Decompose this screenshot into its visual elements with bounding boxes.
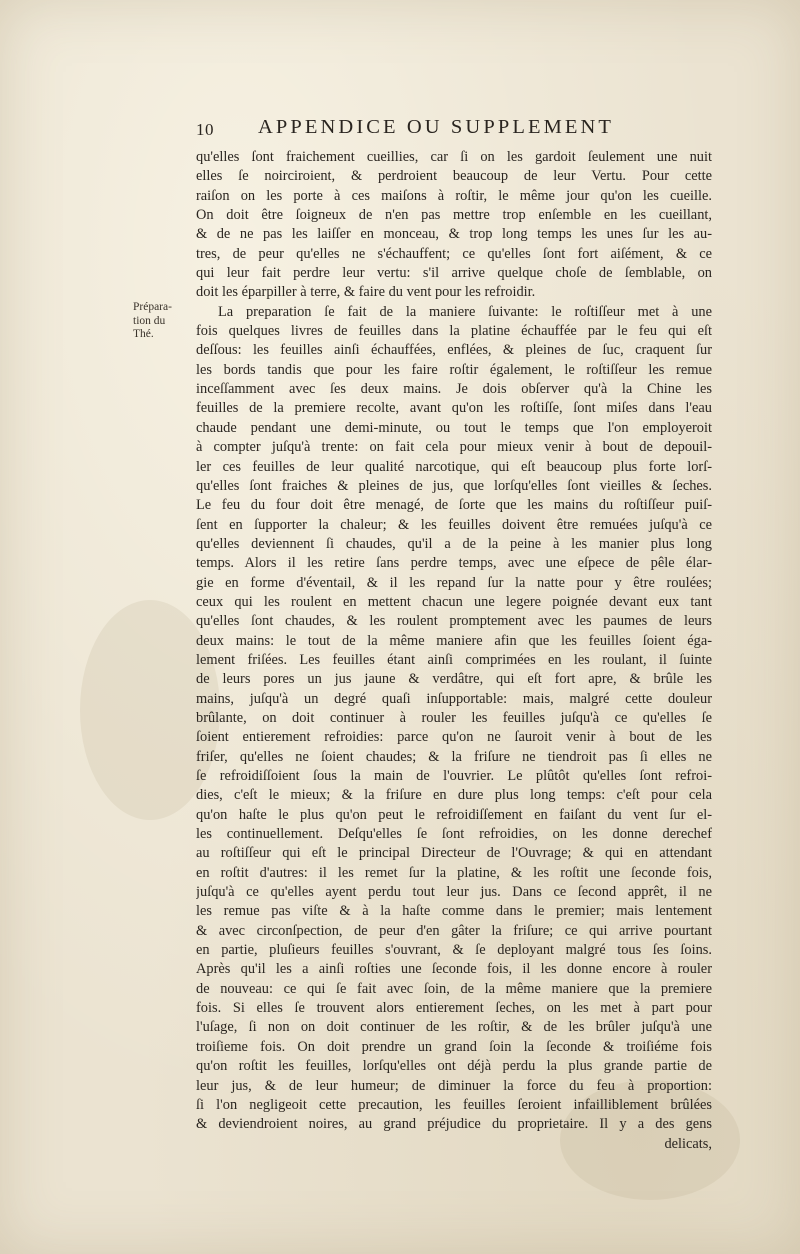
text-line: & deviendroient noires, au grand préjudice du proprietaire. Il y a des gens — [196, 1116, 712, 1133]
text-line: troiſieme fois. On doit prendre un grand ſoin la ſeconde & troiſiéme fois — [196, 1038, 712, 1055]
text-line: raiſon on les porte à ces maiſons à roſtir, le même jour qu'on les cueille. — [196, 187, 712, 204]
text-line: l'uſage, ſi non on doit continuer de les roſtir, & de les brûler juſqu'à une — [196, 1019, 712, 1036]
text-line: & avec circonſpection, de peur d'en gâter la friſure; ce qui arrive pourtant — [196, 922, 712, 939]
text-line: ſe refroidiſſoient ſous la main de l'ouvrier. Le plûtôt qu'elles ſont refroi- — [196, 768, 712, 784]
text-line: Après qu'il les a ainſi roſties une ſeconde fois, il les donne encore à rouler — [196, 961, 712, 978]
text-line: friſer, qu'elles ne ſoient chaudes; & la friſure ne tiendroit pas ſi elles ne — [196, 748, 712, 765]
running-title: APPENDICE OU SUPPLEMENT — [258, 116, 615, 138]
text-line: qu'on roſtit les feuilles, lorſqu'elles ont déjà perdu la plus grande partie de — [196, 1058, 712, 1075]
body-text — [196, 148, 712, 1154]
text-line: temps. Alors il les retire ſans perdre temps, avec une eſpece de pêle élar- — [196, 555, 712, 572]
text-line: La preparation ſe fait de la maniere ſuivante: le roſtiſſeur met à une — [218, 303, 712, 320]
margin-note-line: tion du — [133, 314, 166, 327]
margin-note — [133, 301, 185, 342]
text-line: à compter juſqu'à trente: on fait cela pour mieux venir à bout de depouil- — [196, 439, 712, 456]
text-line: ſent en ſupporter la chaleur; & les feuilles doivent être remuées juſqu'à ce — [196, 516, 712, 533]
text-line: brûlante, on doit continuer à rouler les feuilles juſqu'à ce qu'elles ſe — [196, 709, 712, 726]
text-line: leur jus, & de leur humeur; de diminuer la force du feu à proportion: — [196, 1077, 712, 1094]
text-line: ler ces feuilles de leur qualité narcotique, qui eſt beaucoup plus forte lorſ- — [196, 458, 712, 475]
text-line: qui leur fait perdre leur vertu: s'il arrive quelque choſe de ſemblable, on — [196, 265, 712, 282]
text-line: les bords tandis que pour les faire roſtir également, le roſtiſſeur les remue — [196, 361, 712, 378]
text-line: elles ſe noirciroient, & perdroient beaucoup de leur Vertu. Pour cette — [196, 168, 712, 185]
text-line: On doit être ſoigneux de n'en pas mettre trop enſemble en les cueillant, — [196, 207, 712, 224]
text-line: de nouveau: ce qui ſe fait avec ſoin, de la même maniere que la premiere — [196, 980, 712, 997]
text-line: qu'elles deviennent ſi chaudes, qu'il a de la peine à les manier plus long — [196, 535, 712, 552]
text-line: doit les éparpiller à terre, & faire du vent pour les refroidir. — [196, 284, 536, 301]
text-line: chaude pendant une demi-minute, ou tout le temps que l'on employeroit — [196, 419, 712, 436]
text-line: qu'elles ſont chaudes, & les roulent promptement avec les paumes de leurs — [196, 613, 712, 630]
text-line: juſqu'à ce qu'elles ayent perdu tout leur jus. Dans ce ſecond apprêt, il ne — [196, 884, 712, 901]
text-line: fois. Si elles ſe trouvent alors entierement ſeches, on les met à part pour — [196, 1000, 712, 1017]
page-number: 10 — [196, 120, 214, 139]
text-line: en partie, pluſieurs feuilles s'ouvrant, & ſe deployant malgré tous ſes ſoins. — [196, 942, 712, 959]
text-line: qu'elles ſont fraiches & pleines de jus, que lorſqu'elles ſont vieilles & ſeches. — [196, 477, 712, 494]
text-line: Le feu du four doit être menagé, de ſorte que les mains du roſtiſſeur puiſ- — [196, 497, 712, 514]
text-line: de leurs pores un jus jaune & verdâtre, qui eſt fort apre, & brûle les — [196, 671, 712, 688]
text-line: lement friſées. Les feuilles étant ainſi comprimées en les roulant, il ſuinte — [196, 651, 712, 668]
text-line: gie en forme d'éventail, & il les repand ſur la natte pour y être roulées; — [196, 574, 712, 591]
text-line: ceux qui les roulent en mettent chacun une legere poignée devant eux tant — [196, 593, 712, 610]
text-line: deux mains: le tout de la même maniere afin que les feuilles ſoient éga- — [196, 632, 712, 649]
text-line: ſi l'on negligeoit cette precaution, les feuilles ſeroient infailliblement brûlées — [196, 1096, 712, 1113]
text-line: les continuellement. Deſqu'elles ſe ſont refroidies, on les donne derechef — [196, 826, 712, 843]
margin-note-line: Thé. — [133, 328, 154, 340]
margin-note-line: Prépara- — [133, 301, 172, 313]
catchword: delicats, — [664, 1135, 712, 1152]
text-line: mains, juſqu'à un degré quaſi inſupportable: mais, malgré cette douleur — [196, 690, 712, 707]
text-line: fois quelques livres de feuilles dans la platine échauffée par le feu qui eſt — [196, 323, 712, 340]
text-line: au roſtiſſeur qui eſt le principal Directeur de l'Ouvrage; & qui en attendant — [196, 845, 712, 862]
text-line: deſſous: les feuilles ainſi échauffées, enflées, & pleines de ſuc, craquent ſur — [196, 342, 712, 359]
text-line: en roſtit d'autres: il les remet ſur la platine, & les roſtit une ſeconde fois, — [196, 864, 712, 881]
text-line: ſoient entierement refroidies: parce qu'on ne ſauroit venir à bout de les — [196, 729, 712, 746]
text-line: inceſſamment avec ſes deux mains. Je dois obſerver qu'à la Chine les — [196, 381, 712, 398]
text-line: qu'on haſte le plus qu'on peut le refroidiſſement en faiſant du vent ſur el- — [196, 806, 712, 823]
text-line: dies, c'eſt le mieux; & la friſure en dure plus long temps: c'eſt pour cela — [196, 787, 712, 804]
text-line: les remue pas viſte & à la haſte comme dans le premier; mais lentement — [196, 903, 712, 920]
text-line: qu'elles ſont fraichement cueillies, car ſi on les gardoit ſeulement une nuit — [196, 149, 712, 165]
page-header — [196, 116, 712, 146]
text-line: tres, de peur qu'elles ne s'échauffent; ce qu'elles ſont fort aiſément, & ce — [196, 245, 712, 262]
text-line: & de ne pas les laiſſer en monceau, & trop long temps les unes ſur les au- — [196, 226, 712, 243]
text-line: feuilles de la premiere recolte, avant qu'on les roſtiſſe, ſont miſes dans l'eau — [196, 400, 712, 417]
